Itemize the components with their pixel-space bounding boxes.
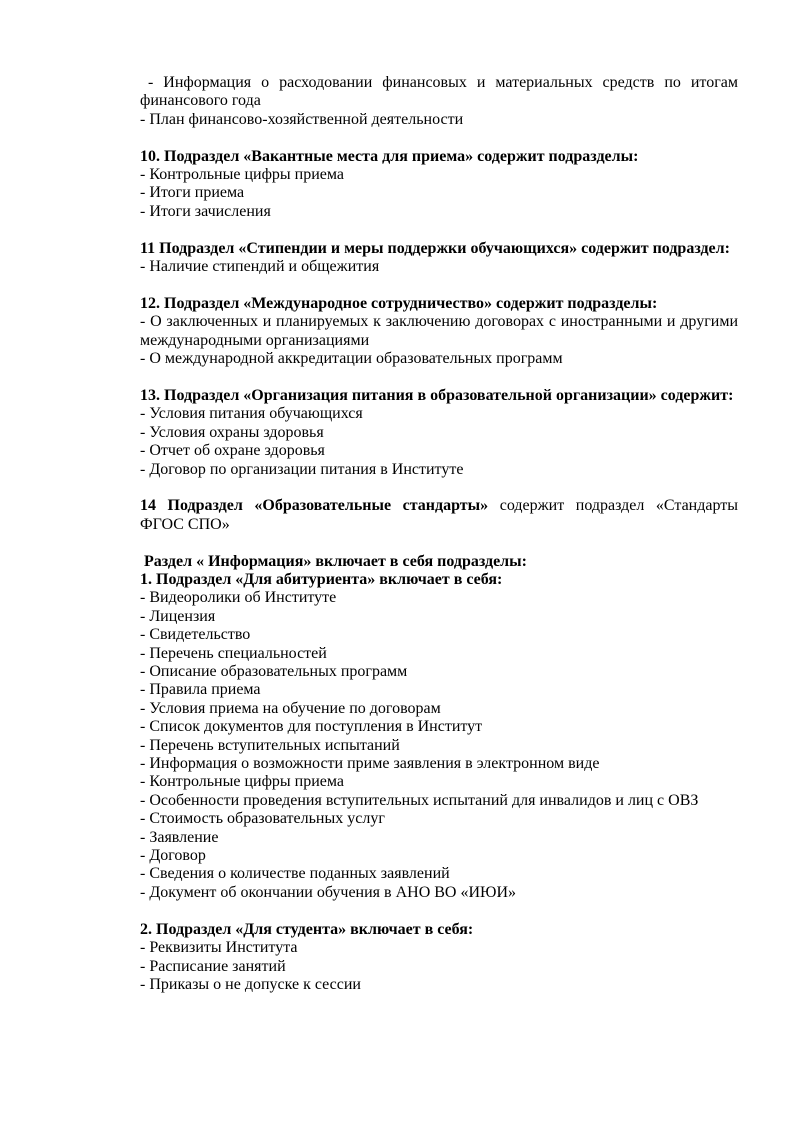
list-item: - Информация о расходовании финансовых и материальных средств по итогам финансового года [140, 74, 738, 110]
list-item: - Договор [140, 847, 206, 865]
heading-regular-text: содержит подраздел «Стандарты ФГОС СПО» [140, 497, 739, 533]
list-item: - Условия охраны здоровья [140, 423, 324, 441]
blank-line [140, 534, 738, 552]
list-item: - Реквизиты Института [140, 939, 298, 957]
blank-line [140, 276, 738, 294]
blank-line [140, 902, 738, 920]
list-item: - Итоги приема [140, 184, 245, 202]
list-item: - Видеоролики об Институте [140, 589, 337, 607]
list-item: - Договор по организации питания в Институте [140, 460, 464, 478]
list-item: - Особенности проведения вступительных испытаний для инвалидов и лиц с ОВЗ [140, 791, 699, 809]
list-item: - Итоги зачисления [140, 202, 271, 220]
list-item: - Информация о возможности приме заявления в электронном виде [140, 755, 600, 773]
list-item: - Документ об окончании обучения в АНО ВО «ИЮИ» [140, 883, 517, 901]
blank-line [140, 479, 738, 497]
list-item: - Перечень вступительных испытаний [140, 736, 400, 754]
section-heading: 13. Подраздел «Организация питания в образовательной организации» содержит: [140, 386, 734, 404]
section-heading-mixed [140, 497, 738, 534]
section-heading: 1. Подраздел «Для абитуриента» включает в себя: [140, 570, 503, 588]
section-heading: Раздел « Информация» включает в себя подразделы: [140, 552, 527, 570]
list-item: - Свидетельство [140, 626, 251, 644]
section-heading: 11 Подраздел «Стипендии и меры поддержки обучающихся» содержит подраздел: [140, 239, 730, 257]
section-heading: 12. Подраздел «Международное сотрудничество» содержит подразделы: [140, 294, 658, 312]
list-item: - Контрольные цифры приема [140, 773, 345, 791]
list-item: - Перечень специальностей [140, 644, 327, 662]
list-item: - Условия приема на обучение по договорам [140, 699, 441, 717]
list-item: - Условия питания обучающихся [140, 405, 363, 423]
list-item: - Заявление [140, 828, 219, 846]
list-item: - План финансово-хозяйственной деятельности [140, 110, 464, 128]
list-item: - Стоимость образовательных услуг [140, 810, 385, 828]
list-item: - Расписание занятий [140, 957, 286, 975]
list-item: - Лицензия [140, 607, 216, 625]
blank-line [140, 369, 738, 387]
list-item: - Описание образовательных программ [140, 663, 408, 680]
list-item: - Приказы о не допуске к сессии [140, 975, 361, 993]
list-item: - Сведения о количестве поданных заявлений [140, 865, 450, 883]
blank-line [140, 129, 738, 147]
list-item: - Список документов для поступления в Институт [140, 718, 483, 736]
heading-bold-text: 14 Подраздел «Образовательные стандарты» [140, 497, 489, 515]
list-item: - О заключенных и планируемых к заключению договорах с иностранными и другими международными организациями [140, 313, 738, 349]
list-item: - О международной аккредитации образовательных программ [140, 350, 563, 368]
list-item: - Наличие стипендий и общежития [140, 258, 380, 276]
list-item: - Отчет об охране здоровья [140, 442, 325, 460]
list-item: - Правила приема [140, 681, 261, 699]
section-heading: 2. Подраздел «Для студента» включает в себя: [140, 920, 474, 938]
section-heading: 10. Подраздел «Вакантные места для приема» содержит подразделы: [140, 147, 639, 165]
list-item: - Контрольные цифры приема [140, 166, 345, 184]
blank-line [140, 221, 738, 239]
